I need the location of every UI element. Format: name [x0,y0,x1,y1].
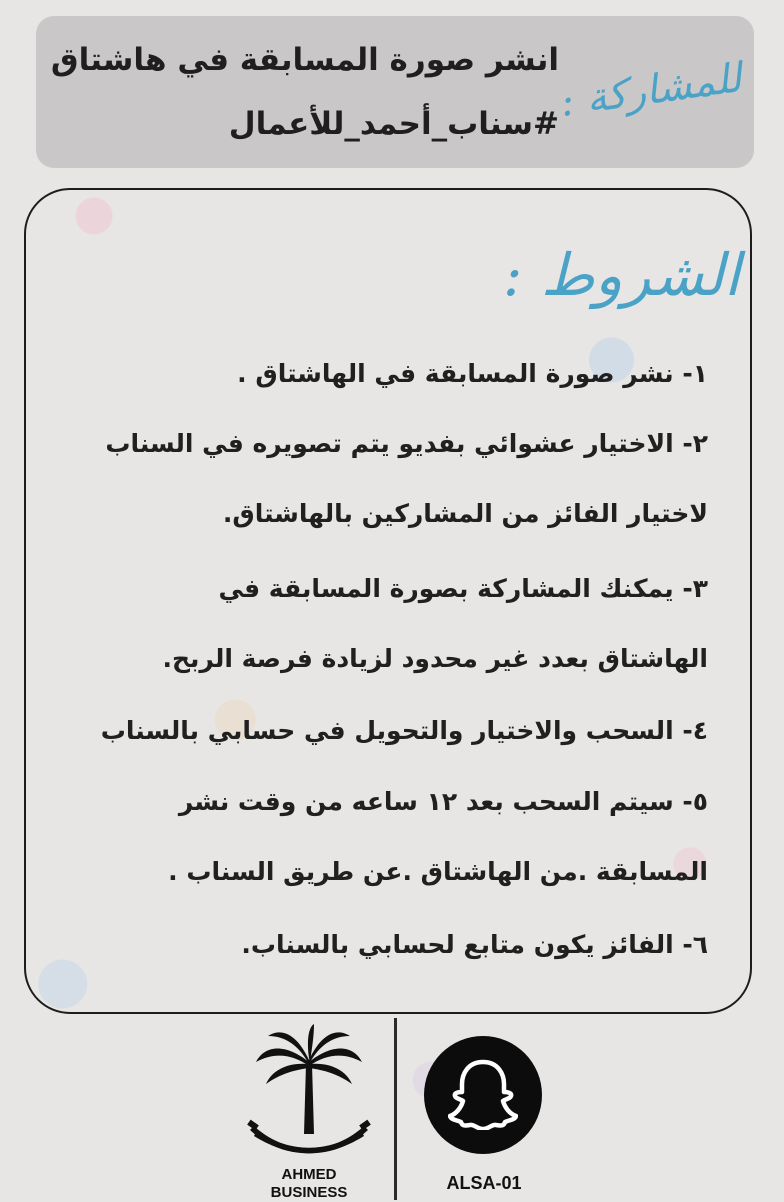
condition-line: ١- نشر صورة المسابقة في الهاشتاق . [237,359,708,388]
participate-label: للمشاركة : [557,55,745,126]
condition-line: ٦- الفائز يكون متابع لحسابي بالسناب. [241,930,708,959]
condition-line: المسابقة .من الهاشتاق .عن طريق السناب . [168,857,708,886]
condition-line: الهاشتاق بعدد غير محدود لزيادة فرصة الربح. [162,644,708,673]
snapchat-ghost-icon [448,1058,518,1130]
brand-name [244,1166,374,1202]
condition-line: ٥- سيتم السحب بعد ١٢ ساعه من وقت نشر [178,787,708,816]
condition-line: ٣- يمكنك المشاركة بصورة المسابقة في [218,574,708,603]
brand-line-1: AHMED [281,1166,337,1183]
condition-line: ٤- السحب والاختيار والتحويل في حسابي بالسناب [100,716,708,745]
footer-divider [394,1018,397,1200]
banner-hashtag[interactable]: #سناب_أحمد_للأعمال [228,106,559,142]
condition-line: لاختيار الفائز من المشاركين بالهاشتاق. [222,499,708,528]
banner-instruction: انشر صورة المسابقة في هاشتاق [50,42,559,78]
snapchat-button[interactable] [424,1036,542,1154]
brand-line-2: BUSINESS [270,1184,348,1201]
palm-swords-emblem-icon [244,1022,374,1162]
condition-line: ٢- الاختيار عشوائي بفديو يتم تصويره في السناب [105,429,708,458]
conditions-title: الشروط : [502,241,740,309]
snapchat-handle[interactable]: ALSA-01 [446,1173,522,1193]
